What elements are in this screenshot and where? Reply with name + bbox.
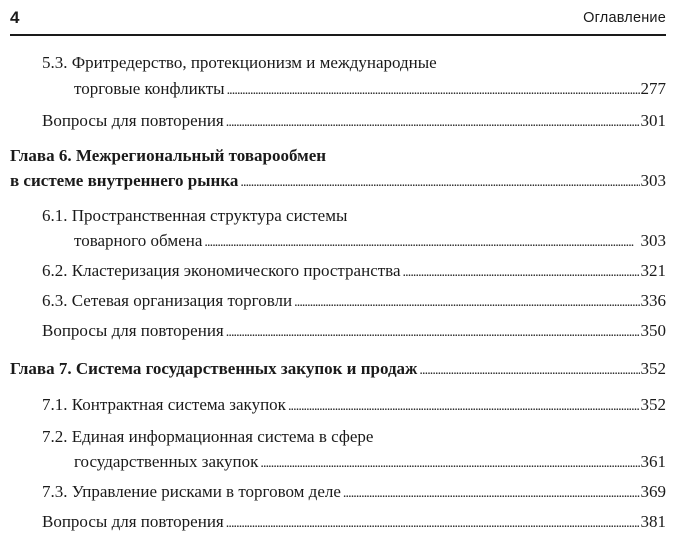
page-ref: 321 — [640, 261, 666, 280]
toc-entry-7-1[interactable] — [42, 394, 666, 416]
page-ref: 369 — [640, 482, 666, 501]
section-title: Фритредерство, протекционизм и международные — [71, 53, 437, 72]
toc-entry-6-1-line1 — [42, 205, 347, 227]
section-title-cont: товарного обмена — [74, 231, 203, 250]
dot-leader — [419, 358, 639, 382]
section-title: Единая информационная система в сфере — [71, 427, 374, 446]
dot-leader — [204, 230, 639, 254]
page-ref: 352 — [640, 395, 666, 414]
section-title: Контрактная система закупок — [71, 395, 286, 414]
section-title: Кластеризация экономического пространства — [71, 261, 401, 280]
dot-leader — [288, 394, 640, 418]
toc-entry-questions-5[interactable] — [42, 110, 666, 132]
page-ref: 301 — [640, 111, 666, 130]
dot-leader — [240, 170, 639, 194]
toc-entry-7-2[interactable] — [74, 451, 666, 473]
toc-entry-5-3-line1 — [42, 52, 437, 74]
section-number: 5.3. — [42, 53, 68, 72]
section-title: Управление рисками в торговом деле — [71, 482, 341, 501]
toc-entry-6-1[interactable] — [74, 230, 666, 252]
dot-leader — [294, 290, 639, 314]
dot-leader — [260, 451, 639, 475]
section-title-cont: государственных закупок — [74, 452, 259, 471]
page-ref: 277 — [640, 79, 666, 98]
section-number: 6.1. — [42, 206, 68, 225]
dot-leader — [226, 511, 640, 535]
running-title: Оглавление — [583, 10, 666, 26]
section-number: 6.3. — [42, 291, 68, 310]
section-title: Пространственная структура системы — [71, 206, 348, 225]
toc-entry-questions-6[interactable] — [42, 320, 666, 342]
section-number: 7.3. — [42, 482, 68, 501]
page-ref: 303 — [640, 231, 666, 250]
dot-leader — [343, 481, 640, 505]
dot-leader — [226, 320, 640, 344]
dot-leader — [403, 260, 640, 284]
dot-leader — [227, 78, 640, 102]
toc-entry-chapter-6[interactable] — [10, 170, 666, 192]
chapter-6-title-line1: Глава 6. Межрегиональный товарообмен — [10, 146, 327, 165]
page-ref: 361 — [640, 452, 666, 471]
chapter-title-cont: в системе внутреннего рынка — [10, 171, 239, 190]
toc-entry-6-2[interactable] — [42, 260, 666, 282]
page-number: 4 — [10, 8, 20, 27]
section-number: 6.2. — [42, 261, 68, 280]
page-ref: 303 — [640, 171, 666, 190]
page-ref: 352 — [640, 359, 666, 378]
entry-title: Вопросы для повторения — [42, 321, 224, 340]
section-title-cont: торговые конфликты — [74, 79, 225, 98]
section-title: Сетевая организация торговли — [71, 291, 293, 310]
entry-title: Вопросы для повторения — [42, 512, 224, 531]
toc-entry-chapter-7[interactable] — [10, 358, 666, 380]
toc-entry-5-3[interactable] — [74, 78, 666, 100]
page-ref: 381 — [640, 512, 666, 531]
page-ref: 336 — [640, 291, 666, 310]
entry-title: Вопросы для повторения — [42, 111, 224, 130]
dot-leader — [226, 110, 640, 134]
toc-entry-questions-7[interactable] — [42, 511, 666, 533]
section-number: 7.1. — [42, 395, 68, 414]
toc-entry-6-3[interactable] — [42, 290, 666, 312]
chapter-title: Глава 7. Система государственных закупок и продаж — [10, 359, 418, 378]
page-ref: 350 — [640, 321, 666, 340]
section-number: 7.2. — [42, 427, 68, 446]
toc-entry-7-3[interactable] — [42, 481, 666, 503]
toc-entry-7-2-line1 — [42, 426, 373, 448]
